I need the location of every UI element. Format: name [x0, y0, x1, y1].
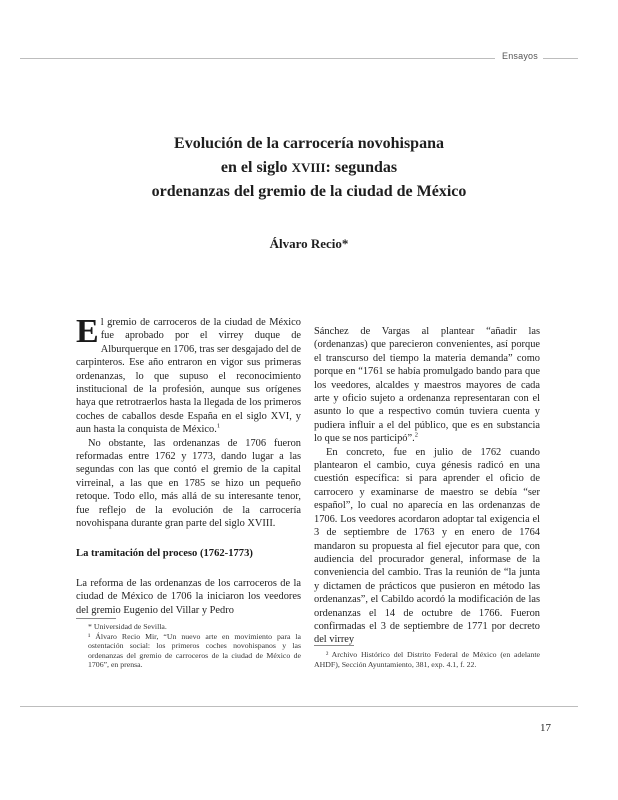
drop-cap: E	[76, 313, 99, 350]
title-line-1: Evolución de la carrocería novohispana	[174, 135, 444, 152]
paragraph-4	[314, 325, 540, 446]
section-label: Ensayos	[502, 51, 538, 61]
author-name: Álvaro Recio*	[269, 236, 349, 251]
footnotes-left	[76, 622, 301, 670]
footnote-2: ² Archivo Histórico del Distrito Federal de México (en adelante AHDF), Sección Ayuntamiento, 381, exp. 4.1, f. 22.	[314, 650, 540, 669]
title-line-3: ordenanzas del gremio de la ciudad de México	[151, 183, 467, 200]
footnote-1: ¹ Álvaro Recio Mir, “Un nuevo arte en movimiento para la ostentación social: los primeros coches novohispanos y las ordenanzas del gremio de carroceros de la ciudad de México de 1706”, en prensa.	[88, 631, 301, 670]
title-line-2-post: : segundas	[325, 159, 398, 176]
footnote-rule-left	[76, 618, 116, 619]
footnotes-right	[314, 650, 540, 669]
footnote-rule-right	[314, 645, 354, 646]
page-number: 17	[540, 722, 551, 734]
right-column	[314, 325, 540, 647]
footnote-ref-1[interactable]: 1	[216, 422, 221, 430]
title-roman-numeral: XVIII	[291, 160, 326, 175]
paragraph-4-text: Sánchez de Vargas al plantear “añadir las (ordenanzas) que parecieron convenientes, así porque el transcurso del tiempo la materia demanda” como porque en “1761 se había promulgado bando para que los veedores, alcaldes y maestros mayores de cada arte y oficio sujeto a ordenanza representaran con el asunto lo que a respectivo común tuviera cuenta y pudiera influir a el del público, que es en substancia lo que se nos participó”.	[314, 326, 540, 445]
left-column	[76, 313, 301, 531]
footnote-star: * Universidad de Sevilla.	[88, 622, 167, 631]
paragraph-1-text: l gremio de carroceros de la ciudad de México fue aprobado por el virrey duque de Alburquerque en 1706, tras ser desgajado del de carpinteros. Ese año entraron en vigor sus primeras ordenanzas, lo que supuso el reconocimiento institucional de la profesión, aunque sus orígenes haya que retrotraerlos hasta la llegada de los primeros coches de caballos desde España en el siglo XVI, y aun hasta la conquista de México.	[76, 317, 301, 436]
footnote-ref-2[interactable]: 2	[414, 431, 418, 439]
article-title	[60, 132, 558, 204]
header-rule	[20, 58, 495, 59]
paragraph-1	[76, 313, 301, 437]
header-rule-right	[543, 58, 578, 59]
section-subheading: La tramitación del proceso (1762-1773)	[76, 548, 253, 559]
footer-rule	[20, 706, 578, 707]
title-line-2-pre: en el siglo	[220, 159, 292, 176]
title-line-2	[60, 156, 558, 180]
paragraph-3: La reforma de las ordenanzas de los carroceros de la ciudad de México de 1706 la iniciaron los veedores del gremio Eugenio del Villar y Pedro	[76, 578, 301, 616]
paragraph-2: No obstante, las ordenanzas de 1706 fueron reformadas entre 1762 y 1773, dando lugar a las segundas con las que contó el gremio de la capital virreinal, a las que en 1785 se hizo un pequeño retoque. Todo ello, más allá de su interesante tenor, fue reflejo de la evolución de la carrocería novohispana durante gran parte del siglo XVIII.	[76, 437, 301, 530]
paragraph-5: En concreto, fue en julio de 1762 cuando plantearon el cambio, cuya génesis radicó en una cuestión específica: si para aprender el oficio de carrocero y examinarse de maestro se debía “ser español”, lo cual no aparecía en las ordenanzas de 1706. Los veedores acordaron adoptar tal exigencia el 3 de septiembre de 1763 y en enero de 1764 mandaron su propuesta al fiel ejecutor para que, con audiencia del procurador general, informase de la conveniencia del cambio. Tras la reunión de “la junta y dictamen de prácticos que pusieron en método las ordenanzas”, el Cabildo acordó la modificación de las ordenanzas el 14 de octubre de 1766. Fueron confirmadas el 3 de septiembre de 1771 por decreto del virrey	[314, 446, 540, 646]
